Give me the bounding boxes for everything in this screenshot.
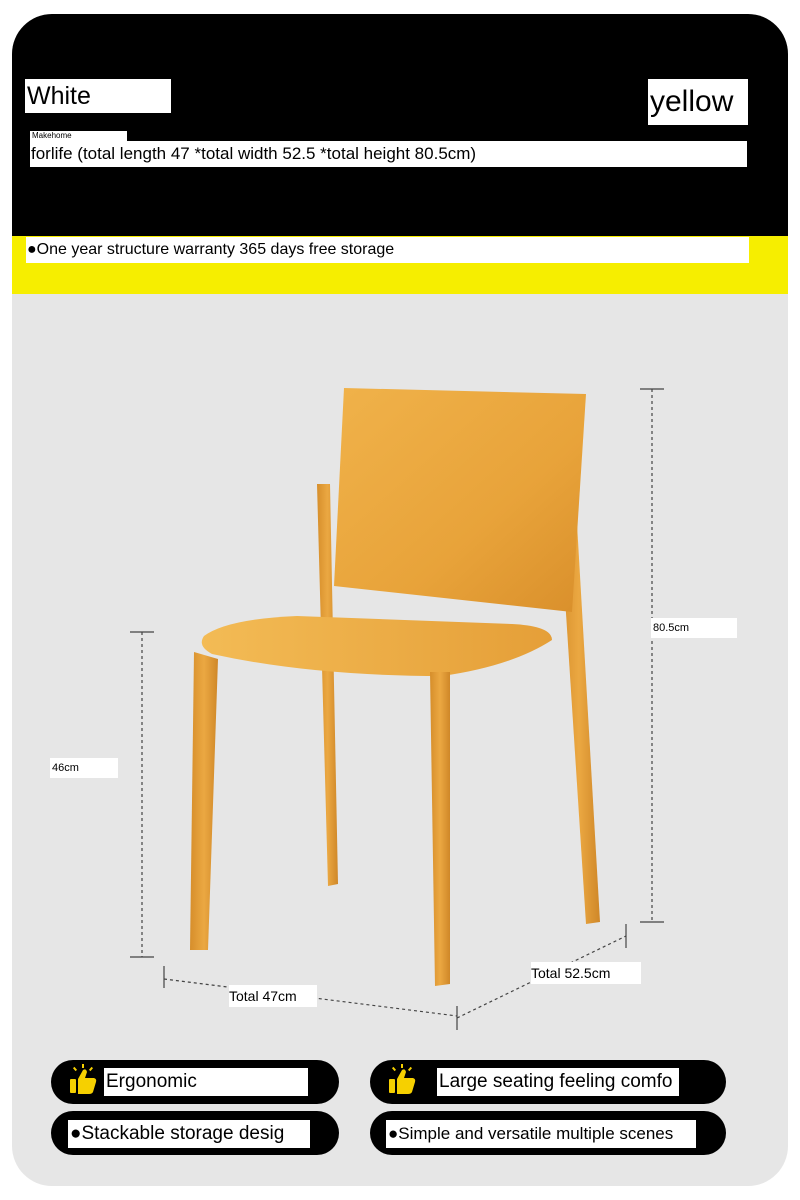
feature-label-ergonomic: Ergonomic <box>104 1068 308 1096</box>
backrest <box>334 388 586 612</box>
seat <box>202 616 552 676</box>
feature-label-comfort: Large seating feeling comfo <box>437 1068 679 1096</box>
feature-label-stackable: ●Stackable storage desig <box>68 1120 310 1148</box>
thumbs-up-icon <box>66 1064 100 1098</box>
color-title-white: White <box>25 79 171 113</box>
product-card <box>12 14 788 1186</box>
feature-label-versatile: ●Simple and versatile multiple scenes <box>386 1120 696 1148</box>
thumbs-up-icon <box>385 1064 419 1098</box>
warranty-text: ●One year structure warranty 365 days free storage <box>26 237 749 263</box>
length-dimension-label: Total 47cm <box>229 985 317 1007</box>
color-title-yellow: yellow <box>648 79 748 125</box>
header-band <box>12 14 788 236</box>
width-dimension-label: Total 52.5cm <box>531 962 641 984</box>
height-dimension-label: 80.5cm <box>651 618 737 638</box>
brand-name: Makehome <box>30 131 127 141</box>
seat-height-dimension-label: 46cm <box>50 758 118 778</box>
front-right-leg <box>430 672 450 986</box>
product-dimensions-subtitle: forlife (total length 47 *total width 52.5 *total height 80.5cm) <box>30 141 747 167</box>
back-left-leg <box>317 484 338 886</box>
chair-illustration <box>12 294 788 1054</box>
front-left-leg <box>190 652 218 950</box>
